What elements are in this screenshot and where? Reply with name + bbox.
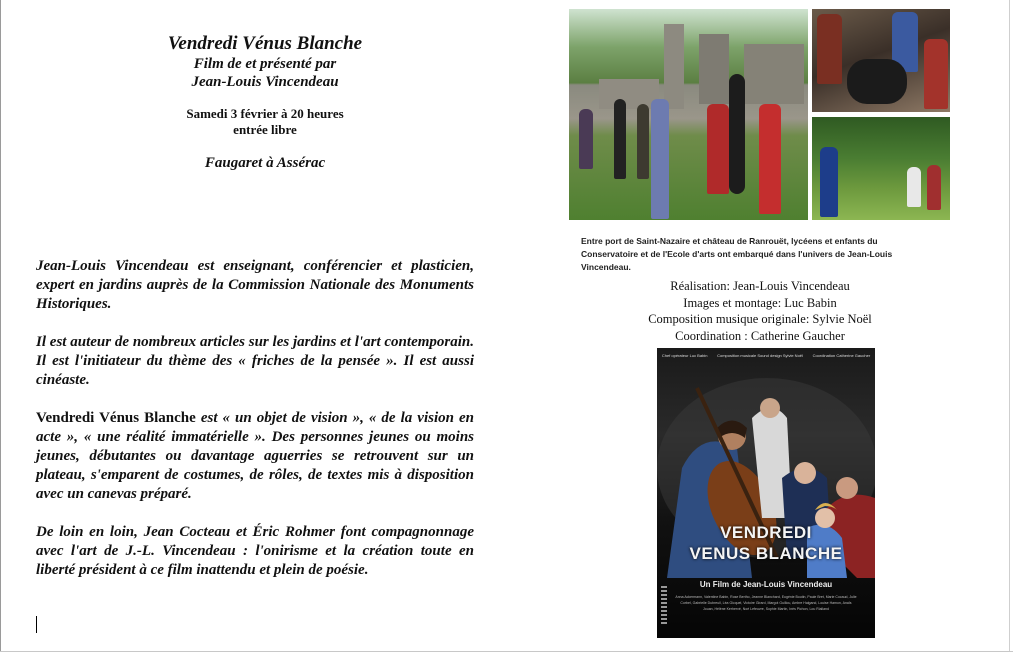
text-cursor	[36, 616, 37, 633]
poster-credit-coordination: Coordination Catherine Gaucher	[812, 353, 871, 358]
poster-credit-music: Composition musicale Sound design Sylvie Noël	[717, 353, 803, 358]
poster-side-text	[661, 586, 667, 626]
film-name-inline: Vendredi Vénus Blanche	[36, 410, 196, 426]
description-text[interactable]	[36, 257, 474, 599]
paragraph-references: De loin en loin, Jean Cocteau et Éric Rohmer font compagnonnage avec l'art de J.-L. Vincendeau : l'onirisme et la création toute en liberté président à ce film inattendu et plein de poésie.	[36, 524, 474, 578]
credit-music: Composition musique originale: Sylvie Noël	[648, 312, 872, 326]
entry-info: entrée libre	[233, 122, 297, 137]
credit-images: Images et montage: Luc Babin	[683, 295, 837, 310]
photo-costumes-interior	[812, 9, 950, 112]
presenter-name: Jean-Louis Vincendeau	[191, 74, 339, 90]
credit-coordination: Coordination : Catherine Gaucher	[675, 328, 845, 343]
paragraph-film-rest: est « un objet de vision », « de la vision en acte », « une réalité immatérielle ». Des personnes jeunes ou moins jeunes, débutantes ou davantage aguerries se retrouvent sur un plateau, s'emparent de costumes, de rôles, de textes mis à disposition avec un canevas préparé.	[36, 410, 474, 502]
page-border-left	[0, 0, 1, 652]
event-date: Samedi 3 février à 20 heures	[186, 106, 344, 121]
credit-direction: Réalisation: Jean-Louis Vincendeau	[670, 279, 850, 293]
event-header	[40, 33, 490, 172]
poster-title	[657, 522, 875, 564]
photo-garden-costumes	[812, 117, 950, 220]
photo-caption: Entre port de Saint-Nazaire et château de Ranrouët, lycéens et enfants du Conservatoire et de l'Ecole d'arts ont embarqué dans l'univers de Jean-Louis Vincendeau.	[581, 236, 893, 272]
paragraph-author: Il est auteur de nombreux articles sur les jardins et l'art contemporain. Il est l'initiateur du thème des « friches de la pensée ». Il est aussi cinéaste.	[36, 334, 474, 388]
photo-ruins-scene	[569, 9, 808, 220]
poster-top-credits	[657, 353, 875, 358]
film-poster	[657, 348, 875, 638]
poster-title-line2: VENUS BLANCHE	[689, 544, 843, 563]
poster-cast-list: Anna Ackermann, Valentine Babin, Rose Bertho, Jeanne Blanchard, Eugénie Boutin, Paule Bret, Marie Cocaud, Julie Corbel, Gabrielle Dubreuil, Léa Gicquel, Victoire Girard, Margot Guillou, Ambre Halgand, Louise Hamon, Anaïs Jouan, Hélène Kerhervé, Noé Lefeuvre, Sophie Martin, Inès Pichon, Lou Rialland	[675, 595, 857, 611]
paragraph-film	[36, 409, 474, 504]
poster-credit-camera: Chef opérateur Luc Babin	[661, 353, 708, 358]
poster-subtitle: Un Film de Jean-Louis Vincendeau	[699, 580, 833, 589]
paragraph-bio: Jean-Louis Vincendeau est enseignant, conférencier et plasticien, expert en jardins auprès de la Commission Nationale des Monuments Historiques.	[36, 258, 474, 312]
page-border-right	[1009, 0, 1010, 652]
event-place: Faugaret à Assérac	[204, 155, 326, 171]
film-credits	[600, 278, 920, 344]
presenter-line: Film de et présenté par	[193, 56, 337, 72]
film-title: Vendredi Vénus Blanche	[167, 33, 363, 54]
poster-title-line1: VENDREDI	[720, 523, 812, 542]
